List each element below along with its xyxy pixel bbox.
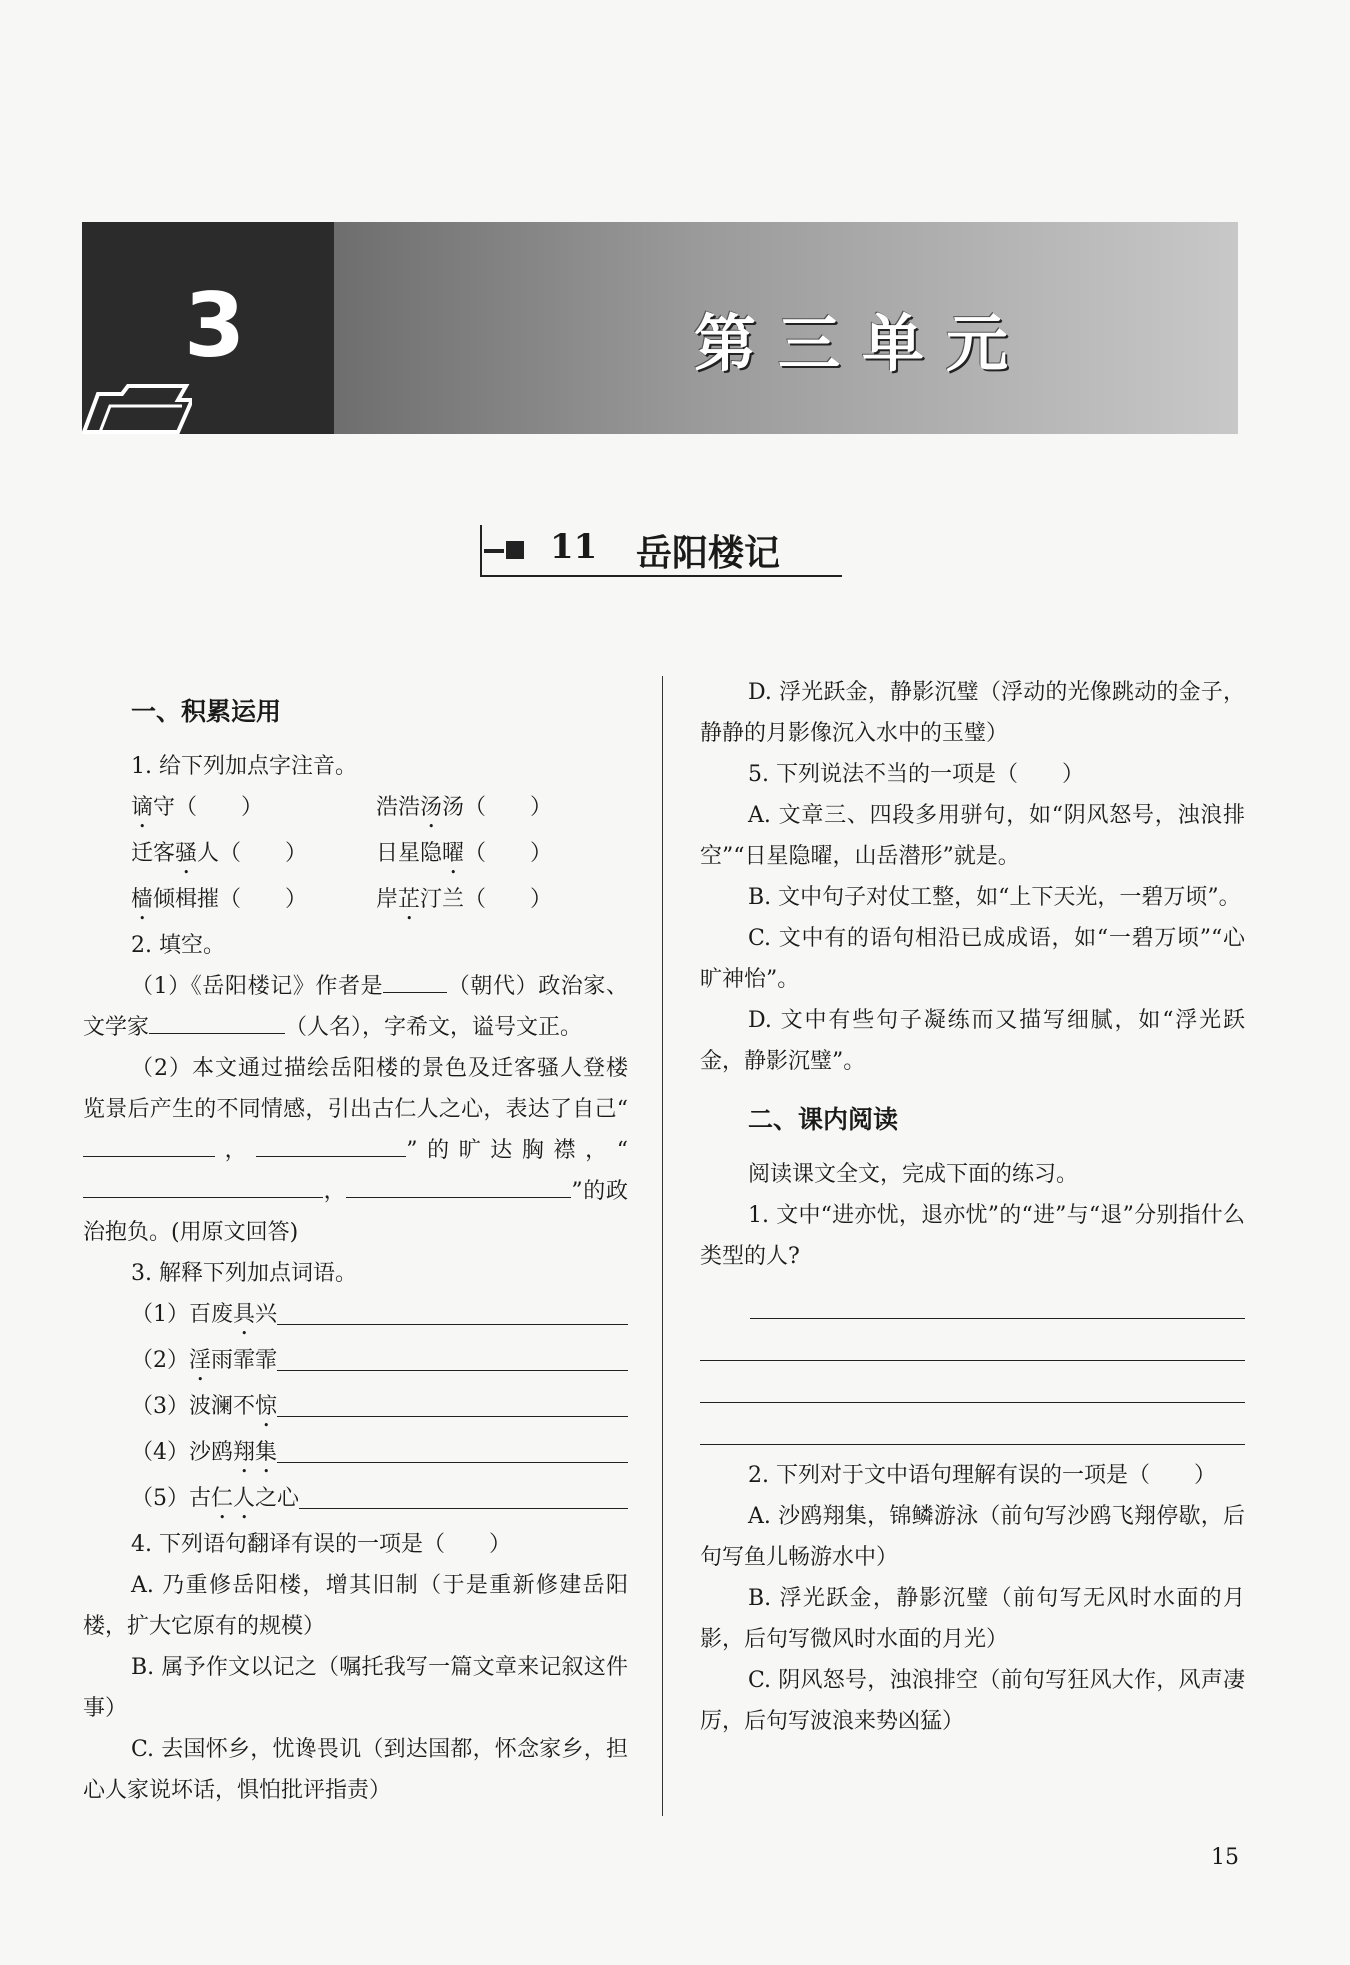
column-divider — [662, 676, 663, 1816]
reading-intro: 阅读课文全文，完成下面的练习。 — [748, 1162, 1079, 1187]
option-b: B. 属予作文以记之（嘱托我写一篇文章来记叙这件事） — [83, 1655, 628, 1721]
answer-blank[interactable] — [526, 1175, 571, 1198]
answer-blank[interactable] — [256, 1134, 406, 1157]
definition-item: （2）淫雨霏霏 — [83, 1340, 628, 1386]
option-a: A. 文章三、四段多用骈句，如“阴风怒号，浊浪排空”“日星隐曜，山岳潜形”就是。 — [700, 803, 1245, 869]
pinyin-item: 迁客骚人（ ） — [131, 841, 308, 866]
question-2: 2. 填空。 — [131, 933, 225, 958]
pinyin-item: 日星隐曜（ ） — [376, 841, 553, 866]
unit-title: 第三单元 — [694, 307, 1031, 380]
unit-number-panel — [82, 222, 334, 434]
lesson-title: 岳阳楼记 — [636, 532, 781, 574]
answer-line[interactable] — [700, 1319, 1245, 1361]
page-number: 15 — [1211, 1845, 1239, 1870]
pinyin-item: 樯倾楫摧（ ） — [131, 887, 308, 912]
option-c: C. 文中有的语句相沿已成成语，如“一碧万顷”“心旷神怡”。 — [700, 926, 1245, 992]
definition-item: （5）古仁人之心 — [83, 1478, 628, 1524]
answer-blank[interactable] — [83, 1175, 323, 1198]
question-4: 4. 下列语句翻译有误的一项是（ ） — [131, 1532, 511, 1557]
unit-number: 3 — [184, 274, 246, 377]
option-b: B. 文中句子对仗工整，如“上下天光，一碧万顷”。 — [748, 885, 1241, 910]
answer-blank[interactable] — [149, 1011, 285, 1034]
option-d: D. 文中有些句子凝练而又描写细腻，如“浮光跃金，静影沉璧”。 — [700, 1008, 1245, 1074]
question-2-1: （1）《岳阳楼记》作者是 （朝代）政治家、文学家 （人名），字希文，谥号文正。 — [83, 966, 628, 1048]
answer-line[interactable] — [277, 1340, 628, 1371]
lesson-title-box — [480, 525, 842, 577]
right-column — [700, 672, 1245, 1742]
option-c: C. 去国怀乡，忧谗畏讥（到达国都，怀念家乡，担心人家说坏话，惧怕批评指责） — [83, 1737, 628, 1803]
option-b: B. 浮光跃金，静影沉璧（前句写无风时水面的月影，后句写微风时水面的月光） — [700, 1586, 1245, 1652]
answer-line[interactable] — [277, 1386, 628, 1417]
answer-line[interactable] — [299, 1478, 628, 1509]
definition-item: （1）百废具兴 — [83, 1294, 628, 1340]
lesson-number: 11 — [550, 527, 598, 567]
question-1: 1. 给下列加点字注音。 — [131, 754, 357, 779]
question-3: 3. 解释下列加点词语。 — [131, 1261, 357, 1286]
definition-item: （3）波澜不惊 — [83, 1386, 628, 1432]
folder-icon — [82, 380, 192, 434]
option-d: D. 浮光跃金，静影沉璧（浮动的光像跳动的金子，静静的月影像沉入水中的玉璧） — [700, 680, 1245, 746]
section-heading: 二、课内阅读 — [748, 1105, 899, 1134]
pinyin-item: 浩浩汤汤（ ） — [376, 795, 553, 820]
definition-item: （4）沙鸥翔集 — [83, 1432, 628, 1478]
title-dash — [484, 549, 504, 553]
section-heading: 一、积累运用 — [131, 697, 282, 726]
answer-blank[interactable] — [83, 1134, 215, 1157]
pinyin-row — [83, 787, 628, 833]
answer-line[interactable] — [700, 1361, 1245, 1403]
reading-question-2: 2. 下列对于文中语句理解有误的一项是（ ） — [748, 1463, 1216, 1488]
question-2-2: （2）本文通过描绘岳阳楼的景色及迁客骚人登楼览景后产生的不同情感，引出古仁人之心，表达了自己“， ”的旷达胸襟，“， ”的政治抱负。(用原文回答) — [83, 1056, 628, 1245]
unit-title-panel — [334, 222, 1238, 434]
pinyin-row — [83, 879, 628, 925]
pinyin-item: 谪守（ ） — [131, 795, 264, 820]
answer-line[interactable] — [277, 1294, 628, 1325]
pinyin-item: 岸芷汀兰（ ） — [376, 887, 553, 912]
answer-line[interactable] — [277, 1432, 628, 1463]
answer-blank[interactable] — [346, 1175, 526, 1198]
answer-line[interactable] — [700, 1403, 1245, 1445]
option-c: C. 阴风怒号，浊浪排空（前句写狂风大作，风声凄厉，后句写波浪来势凶猛） — [700, 1668, 1245, 1734]
answer-line[interactable] — [750, 1277, 1245, 1319]
unit-banner — [82, 222, 1238, 434]
question-5: 5. 下列说法不当的一项是（ ） — [748, 762, 1084, 787]
reading-question-1: 1. 文中“进亦忧，退亦忧”的“进”与“退”分别指什么类型的人? — [700, 1203, 1245, 1269]
square-icon — [506, 541, 524, 559]
pinyin-row — [83, 833, 628, 879]
option-a: A. 沙鸥翔集，锦鳞游泳（前句写沙鸥飞翔停歇，后句写鱼儿畅游水中） — [700, 1504, 1245, 1570]
left-column — [83, 672, 628, 1811]
option-a: A. 乃重修岳阳楼，增其旧制（于是重新修建岳阳楼，扩大它原有的规模） — [83, 1573, 628, 1639]
answer-blank[interactable] — [383, 970, 447, 993]
title-bracket — [480, 525, 482, 577]
